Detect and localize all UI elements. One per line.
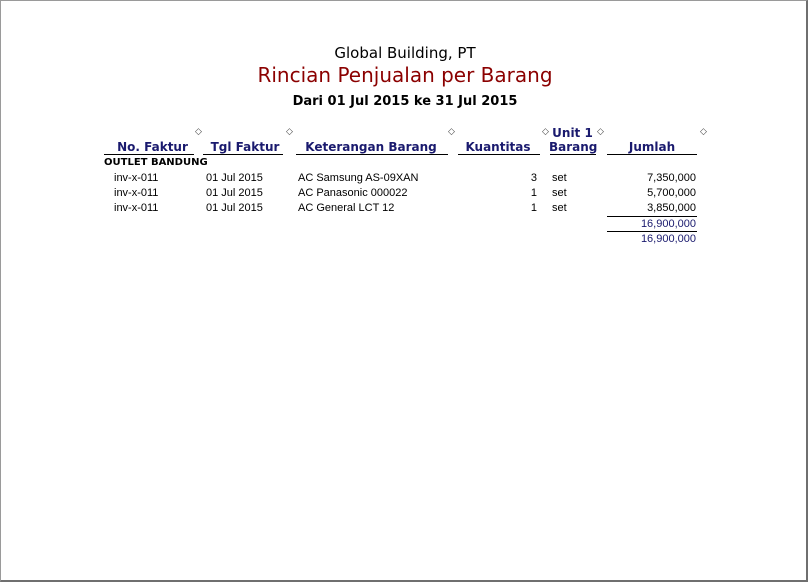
report-title: Rincian Penjualan per Barang [257,63,553,87]
table-cell-unit: set [552,187,567,199]
column-underline [104,154,194,155]
subtotal-value: 16,900,000 [640,218,696,230]
table-cell-kuantitas: 1 [530,202,537,214]
column-header-tgl-faktur: Tgl Faktur [210,140,280,154]
column-resize-handle-icon[interactable]: ◇ [700,127,707,137]
grand-total-value: 16,900,000 [640,233,696,245]
report-period: Dari 01 Jul 2015 ke 31 Jul 2015 [292,94,518,109]
table-cell-kuantitas: 1 [530,187,537,199]
table-cell-jumlah: 7,350,000 [647,172,696,184]
table-cell-unit: set [552,202,567,214]
column-header-kuantitas: Kuantitas [465,140,531,154]
column-header-unit-line2: Barang [549,140,598,154]
table-cell-tgl-faktur: 01 Jul 2015 [206,172,263,184]
column-header-unit-line1: Unit 1 [552,126,593,140]
column-underline [203,154,283,155]
table-cell-no-faktur: inv-x-011 [114,172,159,184]
table-cell-keterangan: AC General LCT 12 [298,202,395,214]
column-underline [607,154,697,155]
column-header-jumlah: Jumlah [628,140,676,154]
table-cell-jumlah: 5,700,000 [647,187,696,199]
subtotal-line [607,216,697,217]
table-cell-tgl-faktur: 01 Jul 2015 [206,187,263,199]
table-cell-no-faktur: inv-x-011 [114,187,159,199]
table-cell-keterangan: AC Panasonic 000022 [298,187,408,199]
company-name: Global Building, PT [334,44,476,62]
table-cell-keterangan: AC Samsung AS-09XAN [298,172,419,184]
group-header: OUTLET BANDUNG [104,157,208,168]
column-resize-handle-icon[interactable]: ◇ [542,127,549,137]
column-header-no-faktur: No. Faktur [117,140,188,154]
table-cell-kuantitas: 3 [530,172,537,184]
column-underline [296,154,448,155]
table-cell-tgl-faktur: 01 Jul 2015 [206,202,263,214]
column-header-keterangan: Keterangan Barang [305,140,437,154]
column-resize-handle-icon[interactable]: ◇ [448,127,455,137]
subtotal-line [607,231,697,232]
column-resize-handle-icon[interactable]: ◇ [597,127,604,137]
column-underline [458,154,540,155]
column-resize-handle-icon[interactable]: ◇ [286,127,293,137]
column-resize-handle-icon[interactable]: ◇ [195,127,202,137]
table-cell-no-faktur: inv-x-011 [114,202,159,214]
table-cell-unit: set [552,172,567,184]
table-cell-jumlah: 3,850,000 [647,202,696,214]
column-underline [550,154,596,155]
